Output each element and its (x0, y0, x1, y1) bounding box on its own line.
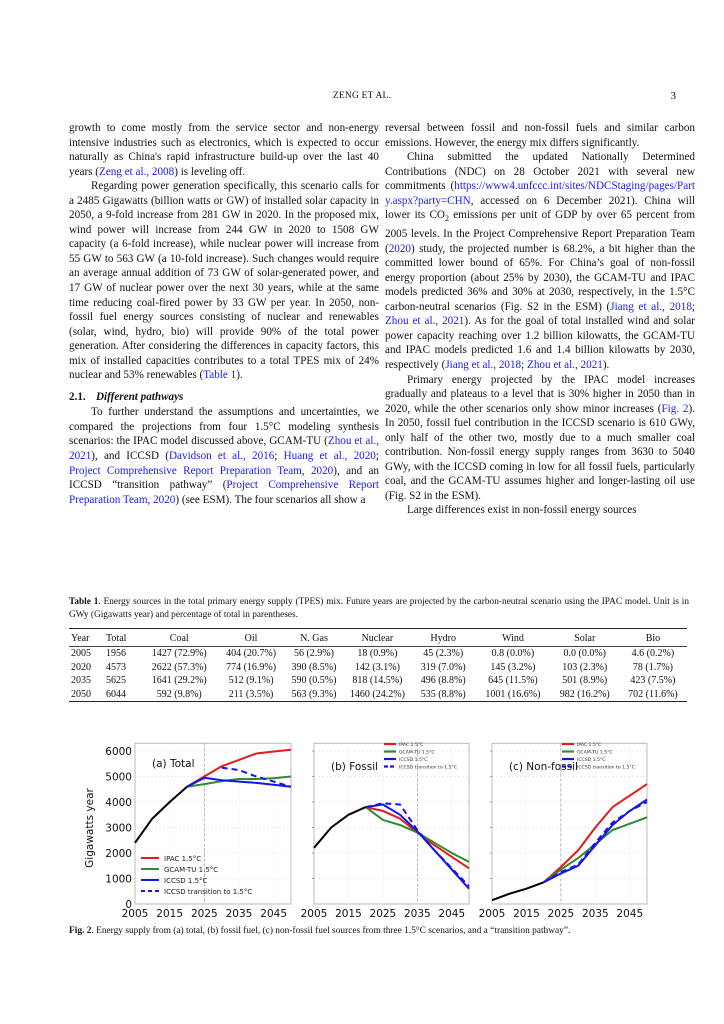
legend-label: GCAM-TU 1.5°C (164, 866, 219, 874)
figure-label: Fig. 2 (69, 926, 92, 936)
legend-label: ICCSD 1.5°C (577, 758, 606, 763)
y-tick-label: 6000 (105, 746, 132, 758)
column-header: Coal (141, 629, 218, 647)
citation-link[interactable]: Davidson et al., 2016 (169, 450, 275, 463)
figure-reference-link[interactable]: Fig. 2 (661, 402, 689, 415)
x-tick-label: 2035 (225, 908, 253, 920)
column-header: Bio (619, 629, 687, 647)
url-link[interactable]: https://www4.unfccc.int/sites/NDCStaging/pages/Party.aspx?party=CHN (385, 180, 695, 207)
x-tick-label: 2015 (513, 908, 540, 920)
table-row: 2005 1956 1427 (72.9%) 404 (20.7%) 56 (2.9%) 18 (0.9%) 45 (2.3%) 0.8 (0.0%) 0.0 (0.0%) 4.6 (0.2%) (71, 648, 675, 660)
legend-label: ICCSD transition to 1.5°C (399, 765, 457, 771)
paragraph: To further understand the assumptions and uncertainties, we compared the projections from four 1.5°C modeling synthesis scenarios: the IPAC model discussed above, GCAM-TU (Zhou et al., 2021), and ICCSD (Davidson et al., 2016; Huang et al., 2020; Project Comprehensive Report Preparation Team, 2020), and an ICCSD “transition pathway” (Project Comprehensive Report Preparation Team, 2020) (see ESM). The four scenarios all show a (69, 406, 380, 506)
citation-link[interactable]: Jiang et al., 2018 (610, 300, 692, 313)
column-header: Wind (475, 629, 551, 647)
x-tick-label: 2015 (156, 908, 184, 920)
paragraph: growth to come mostly from the service sector and non-energy intensive industries such as electronics, which is expected to occur naturally as China's rapid infrastructure build-up over the last 40 years (Zeng et al., 2008) is leveling off. (69, 122, 379, 178)
paragraph: Large differences exist in non-fossil energy sources (407, 504, 637, 517)
column-header: Solar (551, 629, 619, 647)
table-header-row (69, 629, 687, 647)
column-header: N. Gas (284, 629, 343, 647)
right-column (385, 121, 695, 518)
paragraph: reversal between fossil and non-fossil fuels and similar carbon emissions. However, the energy mix differs significantly. (385, 122, 695, 149)
table-label: Table 1 (69, 597, 99, 607)
x-tick-label: 2005 (300, 908, 328, 920)
citation-link[interactable]: Zhou et al., 2021 (527, 358, 603, 371)
legend-label: IPAC 1.5°C (164, 855, 202, 863)
legend-label: IPAC 1.5°C (577, 743, 602, 748)
y-axis-label: Gigawatts year (84, 788, 96, 868)
citation-link[interactable]: Project Comprehensive Report Preparation Team, 2020 (69, 479, 380, 506)
x-tick-label: 2035 (581, 908, 609, 920)
figure-caption: Fig. 2. Energy supply from (a) total, (b) fossil fuel, (c) non-fossil fuel sources from three 1.5°C scenarios, and a “transition pathway”. (69, 926, 571, 936)
legend-label: ICCSD 1.5°C (164, 877, 208, 885)
legend-label: GCAM-TU 1.5°C (577, 750, 613, 756)
section-title: Different pathways (96, 390, 184, 403)
y-tick-label: 2000 (105, 848, 132, 860)
x-tick-label: 2025 (369, 908, 397, 920)
energy-supply-line-charts (80, 710, 690, 920)
legend-label: ICCSD transition to 1.5°C (164, 888, 253, 896)
paragraph: China submitted the updated Nationally Determined Contributions (NDC) on 28 October 2021 with several new commitments (https://www4.unfccc.int/sites/NDCStaging/pages/Party.aspx?party=CHN, accessed on 6 December 2021). China will lower its $CO_2$ emissions per unit of GDP by over 65 percent from 2005 levels. In the Project Comprehensive Report Preparation Team (2020) study, the projected number is 68.2%, a bit higher than the committed lower bound of 65%. For China’s goal of non-fossil energy proportion (about 25% by 2030), the GCAM-TU and IPAC models predicted 36% and 30% at 2030, respectively, in the 1.5°C carbon-neutral scenarios (Fig. S2 in the ESM) (Jiang et al., 2018; Zhou et al., 2021). As for the goal of total installed wind and solar power capacity reaching over 1.2 billion kilowatts, the GCAM-TU and IPAC models predicted 1.6 and 1.4 billion kilowatts by 2030, respectively (Jiang et al., 2018; Zhou et al., 2021). (385, 151, 695, 371)
legend-label: GCAM-TU 1.5°C (399, 750, 435, 756)
table-reference-link[interactable]: Table 1 (203, 369, 237, 382)
paragraph: Primary energy projected by the IPAC model increases gradually and plateaus to a level that is 30% higher in 2050 than in 2020, while the other scenarios only show minor increases (Fig. 2). In 2050, fossil fuel contribution in the ICCSD scenario is 610 GWy, only half of the other two, mostly due to a much smaller coal contribution. Non-fossil energy supply ranges from 3630 to 5040 GWy, with the ICCSD coming in low for all fossil fuels, particularly coal, and the GCAM-TU assumes higher and longer-lasting oil use (Fig. S2 in the ESM). (385, 373, 695, 502)
page-header (0, 91, 724, 105)
citation-link[interactable]: Zhou et al., 2021 (385, 315, 465, 328)
legend-label: ICCSD transition to 1.5°C (577, 765, 635, 771)
column-header: Hydro (411, 629, 475, 647)
energy-sources-table (69, 628, 687, 702)
table-row: 2020 4573 2622 (57.3%) 774 (16.9%) 390 (8.5%) 142 (3.1%) 319 (7.0%) 145 (3.2%) 103 (2.3%) 78 (1.7%) (71, 661, 673, 673)
y-tick-label: 0 (125, 899, 132, 911)
x-tick-label: 2045 (260, 908, 288, 920)
x-tick-label: 2035 (403, 908, 431, 920)
x-tick-label: 2045 (438, 908, 466, 920)
legend-label: ICCSD 1.5°C (399, 758, 428, 763)
citation-link[interactable]: Zhou et al., 2021 (69, 435, 379, 463)
x-tick-label: 2045 (616, 908, 644, 920)
y-tick-label: 1000 (105, 873, 132, 886)
table-caption: Table 1. Energy sources in the total primary energy supply (TPES) mix. Future years are projected by the carbon-neutral scenario using the IPAC model. Unit is in GWy (Gigawatts year) and percentage of total in parentheses. (69, 597, 689, 620)
left-column (69, 121, 379, 507)
running-title: ZENG ET AL. (332, 91, 392, 101)
column-header: Oil (218, 629, 285, 647)
citation-link[interactable]: Zeng et al., 2008 (99, 165, 175, 178)
column-header: Total (104, 629, 141, 647)
page-number: 3 (670, 90, 676, 102)
x-tick-label: 2005 (478, 908, 506, 920)
panel-title: (c) Non-fossil (509, 761, 578, 773)
x-tick-label: 2005 (121, 908, 149, 920)
legend-label: IPAC 1.5°C (399, 743, 424, 748)
section-heading (69, 390, 379, 405)
x-tick-label: 2015 (335, 908, 362, 920)
y-tick-label: 5000 (105, 771, 132, 784)
table-row: 2050 6044 592 (9.8%) 211 (3.5%) 563 (9.3%) 1460 (24.2%) 535 (8.8%) 1001 (16.6%) 982 (16.2%) 702 (11.6%) (69, 688, 687, 702)
table-row: 2035 5625 1641 (29.2%) 512 (9.1%) 590 (0.5%) 818 (14.5%) 496 (8.8%) 645 (11.5%) 501 (8.9%) 423 (7.5%) (71, 675, 676, 687)
column-header: Year (69, 629, 104, 647)
y-tick-label: 4000 (105, 797, 132, 809)
section-number: 2.1. (69, 390, 86, 403)
x-tick-label: 2025 (190, 908, 218, 920)
y-tick-label: 3000 (105, 822, 132, 835)
panel-title: (a) Total (152, 758, 195, 770)
panel-title: (b) Fossil (331, 761, 379, 773)
x-tick-label: 2025 (547, 908, 575, 920)
paragraph: Regarding power generation specifically, this scenario calls for a 2485 Gigawatts (billion watts or GW) of installed solar capacity in 2050, a 9-fold increase from 281 GW in 2020. In the proposed mix, wind power will increase from 244 GW in 2020 to 1508 GW capacity (a 6-fold increase), while nuclear power will increase from 55 GW to 563 GW (a 10-fold increase). Such changes would require an average annual addition of 73 GW of solar-generated power, and 17 GW of nuclear power over the next 30 years, while at the same time reducing coal-fired power by 33 GW per year. In 2050, non-fossil fuel energy sources consisting of nuclear and renewables (solar, wind, hydro, bio) will provide 90% of the total power generation. After considering the differences in capacity factors, this mix of installed capacities contributes to a total TPES mix of 24% nuclear and 53% renewables (Table 1). (69, 180, 379, 382)
figure-2 (80, 710, 690, 920)
citation-link[interactable]: Jiang et al., 2018 (445, 358, 522, 371)
citation-link[interactable]: 2020 (388, 242, 411, 255)
citation-link[interactable]: Project Comprehensive Report Preparation Team, 2020 (69, 464, 334, 477)
citation-link[interactable]: Huang et al., 2020 (283, 450, 376, 463)
column-header: Nuclear (344, 629, 412, 647)
